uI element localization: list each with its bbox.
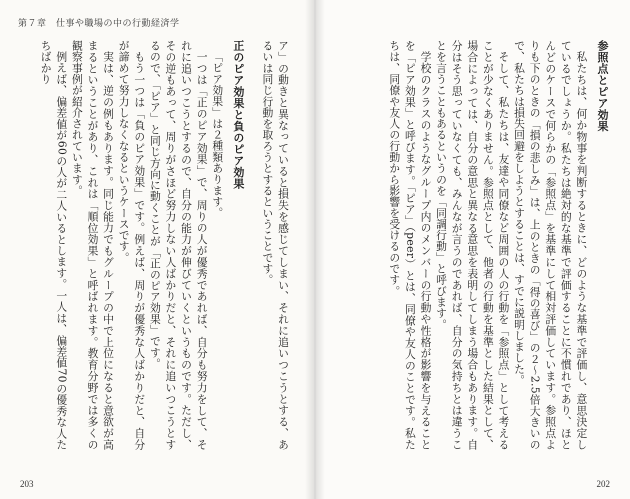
body-paragraph: そして、私たちは、友達や同僚など周囲の人の行動を「参照点」として考えることが少なくありません。参照点として、他者の行動を基準とした結果として、場合によっては、自分の意思と異なる意思を表明してしまう場合もあります。自分はそう思っていなくても、みんなが言うのであれば、自分の気持ちとは違うことを言うこともあるというのを「同調行動」と呼びます。 bbox=[435, 40, 511, 450]
body-paragraph: 一つは「正のピア効果」で、周りの人が優秀であれば、自分も努力をして、それに追いつこうとするので、自分の能力が伸びていくというものです。ただし、その逆もあって、周りがさほど努力しない人ばかりだと、それに追いつこうとするので、「ピア」と同じ方向に動くことが「正のピア効果」です。 bbox=[148, 40, 209, 450]
body-paragraph: もう一つは「負のピア効果」です。例えば、周りが優秀な人ばかりだと、自分が諦めて努力しなくなるというケースです。 bbox=[117, 40, 147, 450]
running-head: 第７章 仕事や職場の中の行動経済学 bbox=[18, 19, 180, 29]
body-paragraph: 私たちは、何か物事を判断するときに、どのような基準で評価し、意思決定しているでしょうか。私たちは絶対的な基準で評価することに不慣れであり、ほとんどのケースで何らかの「参照点」を基準にして相対評価しています。参照点よりも下のときの「損の悲しみ」は、上のときの「得の喜び」の２～2.5倍大きいので、私たちは損失回避をしようとすることは、すでに説明しました。 bbox=[513, 40, 589, 450]
book-gutter bbox=[305, 0, 325, 499]
body-paragraph: 「ピア効果」は２種類あります。 bbox=[211, 50, 225, 219]
page-number-left: 203 bbox=[20, 479, 34, 489]
body-paragraph: 例えば、偏差値が60の人が二人いるとします。一人は、偏差値70の優秀な人たちばかり bbox=[39, 40, 69, 450]
continuation-paragraph: ア」の動きと異なっていると損失を感じてしまい、それに追いつこうとする、あるいは同じ行動を取ろうとするということです。 bbox=[261, 40, 290, 450]
body-paragraph: 学校のクラスのようなグループ内のメンバーの行動や性格が影響を与えることを「ピア効果」と呼びます。「ピア」（peer）とは、同僚や友人のことです。私たちは、同僚や友人の行動から影響を受けるのです。 bbox=[388, 40, 433, 450]
page-number-right: 202 bbox=[596, 479, 610, 489]
section-heading-peer-effects: 正のピア効果と負のピア効果 bbox=[231, 40, 245, 190]
right-page bbox=[317, 0, 630, 499]
left-page-body bbox=[19, 40, 291, 450]
right-page-body bbox=[340, 40, 610, 450]
section-heading-reference-point: 参照点とピア効果 bbox=[596, 40, 609, 132]
left-page bbox=[0, 0, 313, 499]
body-paragraph: 実は、逆の例もあります。同じ能力でもグループの中で上位になると意欲が高まるということがあり、これは「順位効果」と呼ばれます。教育分野では多くの観察事例が紹介されています。 bbox=[70, 40, 116, 450]
